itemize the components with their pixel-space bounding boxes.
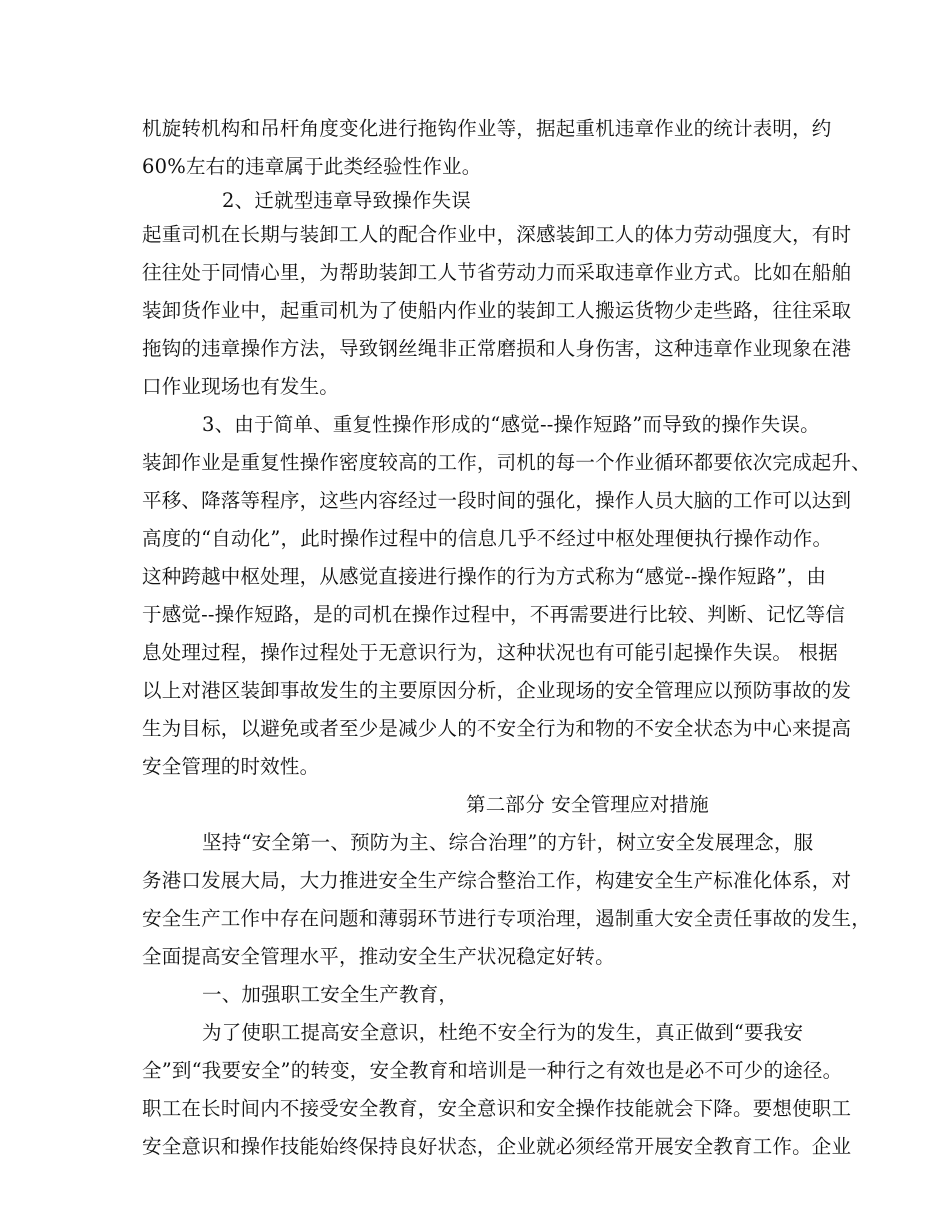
paragraph-line: 往往处于同情心里，为帮助装卸工人节省劳动力而采取违章作业方式。比如在船舶 xyxy=(142,261,852,284)
paragraph-line: 务港口发展大局，大力推进安全生产综合整治工作，构建安全生产标准化体系，对 xyxy=(142,869,852,892)
paragraph-line: 全面提高安全管理水平，推动安全生产状况稳定好转。 xyxy=(142,945,615,968)
paragraph-line: 安全生产工作中存在问题和薄弱环节进行专项治理，遏制重大安全责任事故的发生， xyxy=(142,907,871,930)
section-heading: 2、迁就型违章导致操作失误 xyxy=(222,189,472,212)
paragraph-line: 装卸货作业中，起重司机为了使船内作业的装卸工人搬运货物少走些路，往往采取 xyxy=(142,299,852,322)
paragraph-line: 以上对港区装卸事故发生的主要原因分析，企业现场的安全管理应以预防事故的发 xyxy=(142,679,852,702)
paragraph-line: 安全意识和操作技能始终保持良好状态，企业就必须经常开展安全教育工作。企业 xyxy=(142,1135,852,1158)
paragraph-line: 安全管理的时效性。 xyxy=(142,755,320,778)
paragraph-line: 于感觉--操作短路，是的司机在操作过程中，不再需要进行比较、判断、记忆等信 xyxy=(142,603,846,626)
paragraph-line: 起重司机在长期与装卸工人的配合作业中，深感装卸工人的体力劳动强度大，有时 xyxy=(142,223,852,246)
paragraph-line: 口作业现场也有发生。 xyxy=(142,375,340,398)
paragraph-line: 坚持“安全第一、预防为主、综合治理”的方针，树立安全发展理念，服 xyxy=(202,831,814,854)
paragraph-line: 这种跨越中枢处理，从感觉直接进行操作的行为方式称为“感觉--操作短路”，由 xyxy=(142,565,827,588)
paragraph-line: 高度的“自动化”，此时操作过程中的信息几乎不经过中枢处理便执行操作动作。 xyxy=(142,527,833,550)
paragraph-line: 为了使职工提高安全意识，杜绝不安全行为的发生，真正做到“要我安 xyxy=(202,1021,804,1044)
paragraph-line: 息处理过程，操作过程处于无意识行为，这种状况也有可能引起操作失误。 根据 xyxy=(142,641,838,664)
paragraph-line: 装卸作业是重复性操作密度较高的工作，司机的每一个作业循环都要依次完成起升、 xyxy=(142,451,871,474)
paragraph-line: 全”到“我要安全”的转变，安全教育和培训是一种行之有效也是必不可少的途径。 xyxy=(142,1059,843,1082)
section-heading: 一、加强职工安全生产教育， xyxy=(202,983,459,1006)
paragraph-line: 平移、降落等程序，这些内容经过一段时间的强化，操作人员大脑的工作可以达到 xyxy=(142,489,852,512)
section-heading: 3、由于简单、重复性操作形成的“感觉--操作短路”而导致的操作失误。 xyxy=(202,413,820,436)
paragraph-line: 机旋转机构和吊杆角度变化进行拖钩作业等，据起重机违章作业的统计表明，约 xyxy=(142,117,832,140)
paragraph-line: 拖钩的违章操作方法，导致钢丝绳非正常磨损和人身伤害，这种违章作业现象在港 xyxy=(142,337,852,360)
part-heading: 第二部分 安全管理应对措施 xyxy=(466,793,709,816)
paragraph-line: 生为目标，以避免或者至少是减少人的不安全行为和物的不安全状态为中心来提高 xyxy=(142,717,852,740)
paragraph-line: 职工在长时间内不接受安全教育，安全意识和安全操作技能就会下降。要想使职工 xyxy=(142,1097,852,1120)
paragraph-line: 60%左右的违章属于此类经验性作业。 xyxy=(142,155,482,178)
